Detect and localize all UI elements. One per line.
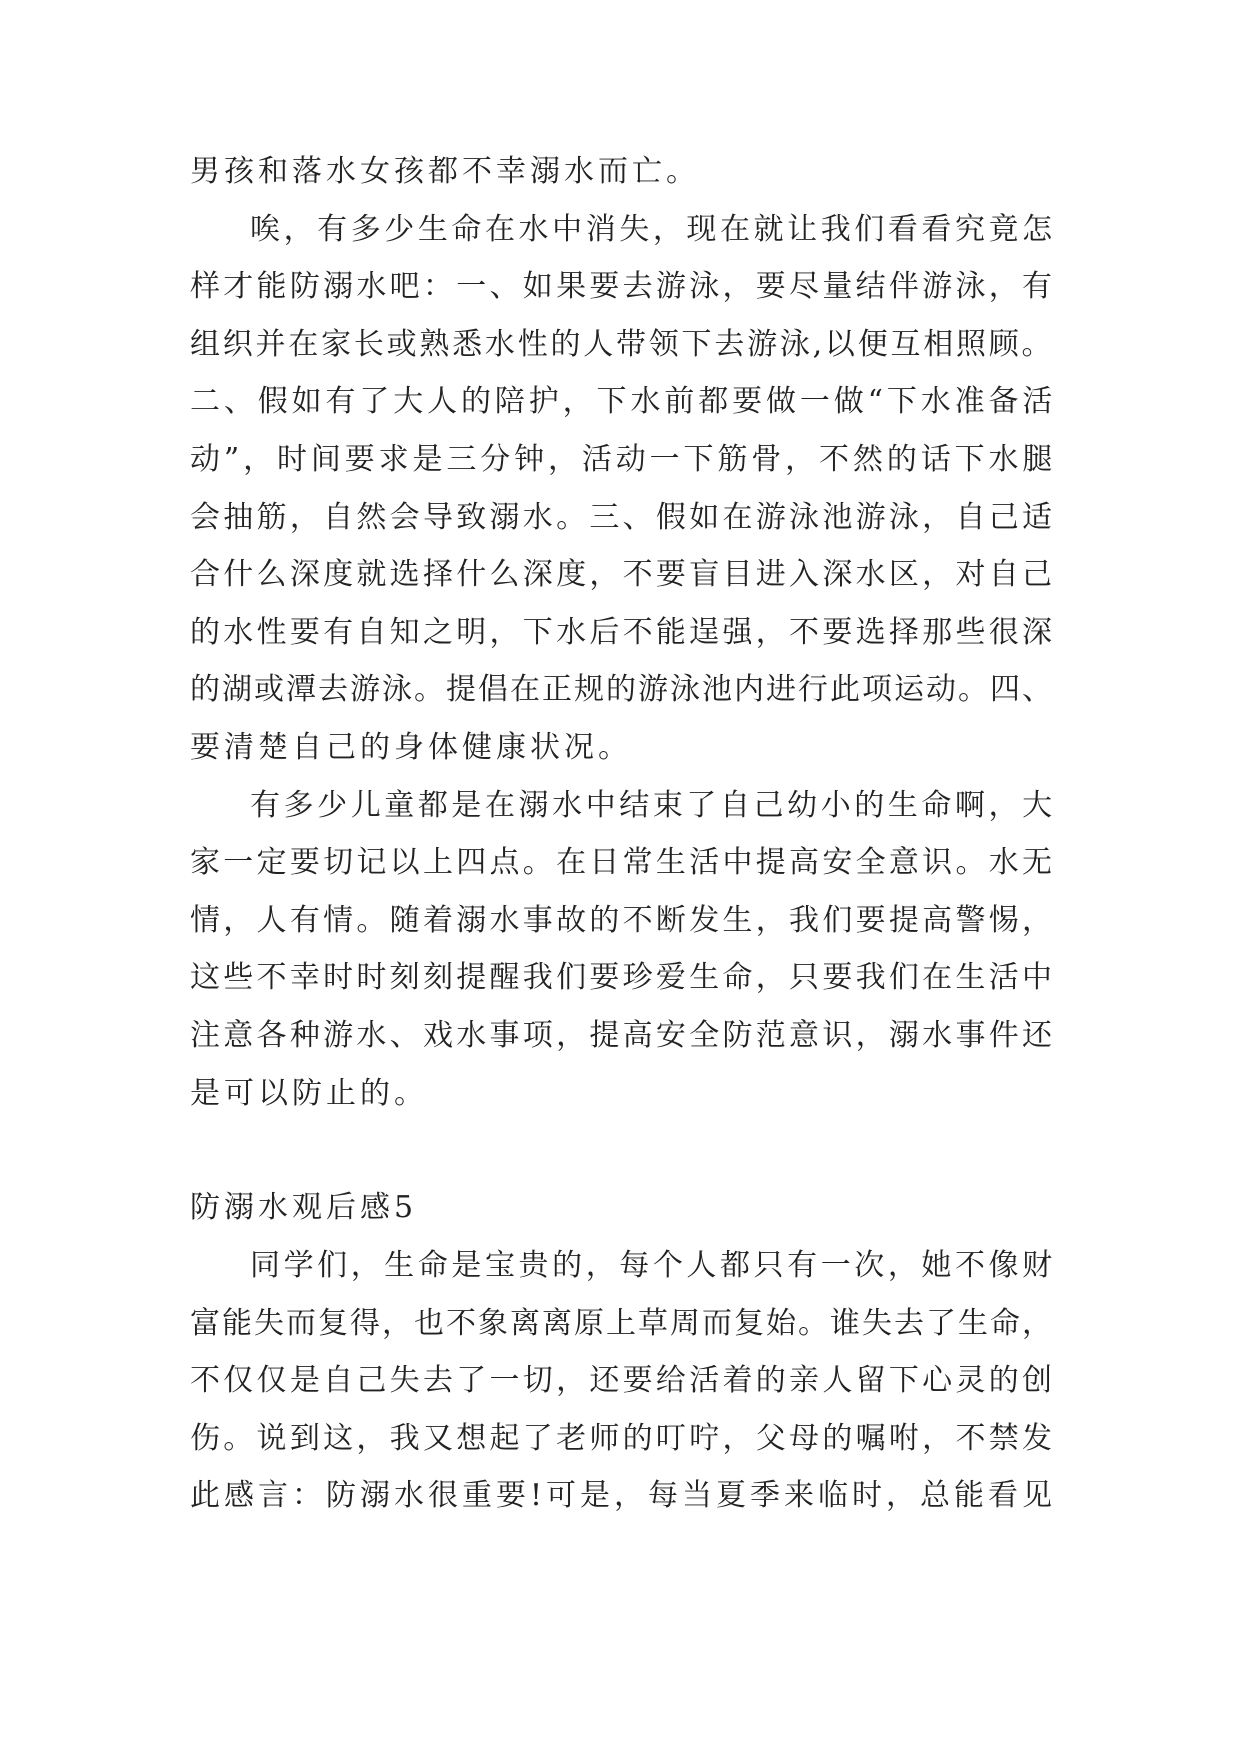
text-line: 伤。说到这，我又想起了老师的叮咛，父母的嘱咐，不禁发 — [190, 1421, 1056, 1456]
text-line: 的水性要有自知之明，下水后不能逞强，不要选择那些很深 — [190, 615, 1056, 650]
text-line: 家一定要切记以上四点。在日常生活中提高安全意识。水无 — [190, 845, 1056, 880]
text-line: 情，人有情。随着溺水事故的不断发生，我们要提高警惕， — [190, 903, 1056, 938]
text-line: 会抽筋，自然会导致溺水。三、假如在游泳池游泳，自己适 — [190, 500, 1056, 535]
text-line: 这些不幸时时刻刻提醒我们要珍爱生命，只要我们在生活中 — [190, 960, 1056, 995]
text-line: 合什么深度就选择什么深度，不要盲目进入深水区，对自己 — [190, 557, 1056, 592]
text-line: 是可以防止的。 — [190, 1076, 428, 1111]
text-line: 二、假如有了大人的陪护，下水前都要做一做“下水准备活 — [190, 384, 1057, 419]
text-line: 要清楚自己的身体健康状况。 — [190, 730, 632, 765]
text-line: 不仅仅是自己失去了一切，还要给活着的亲人留下心灵的创 — [190, 1363, 1056, 1398]
text-line: 动”，时间要求是三分钟，活动一下筋骨，不然的话下水腿 — [190, 442, 1057, 477]
text-line: 的湖或潭去游泳。提倡在正规的游泳池内进行此项运动。四、 — [190, 672, 1054, 707]
text-line: 组织并在家长或熟悉水性的人带领下去游泳,以便互相照顾。 — [190, 327, 1055, 362]
section-heading: 防溺水观后感5 — [190, 1190, 418, 1225]
text-line: 有多少儿童都是在溺水中结束了自己幼小的生命啊，大 — [250, 788, 1056, 823]
text-line: 注意各种游水、戏水事项，提高安全防范意识，溺水事件还 — [190, 1018, 1056, 1053]
text-line: 样才能防溺水吧：一、如果要去游泳，要尽量结伴游泳，有 — [190, 269, 1056, 304]
text-line: 此感言：防溺水很重要!可是，每当夏季来临时，总能看见 — [190, 1478, 1057, 1513]
text-line: 同学们，生命是宝贵的，每个人都只有一次，她不像财 — [250, 1248, 1056, 1283]
text-line: 富能失而复得，也不象离离原上草周而复始。谁失去了生命， — [190, 1306, 1054, 1341]
text-line: 男孩和落水女孩都不幸溺水而亡。 — [190, 154, 700, 189]
text-line: 唉，有多少生命在水中消失，现在就让我们看看究竟怎 — [250, 212, 1056, 247]
